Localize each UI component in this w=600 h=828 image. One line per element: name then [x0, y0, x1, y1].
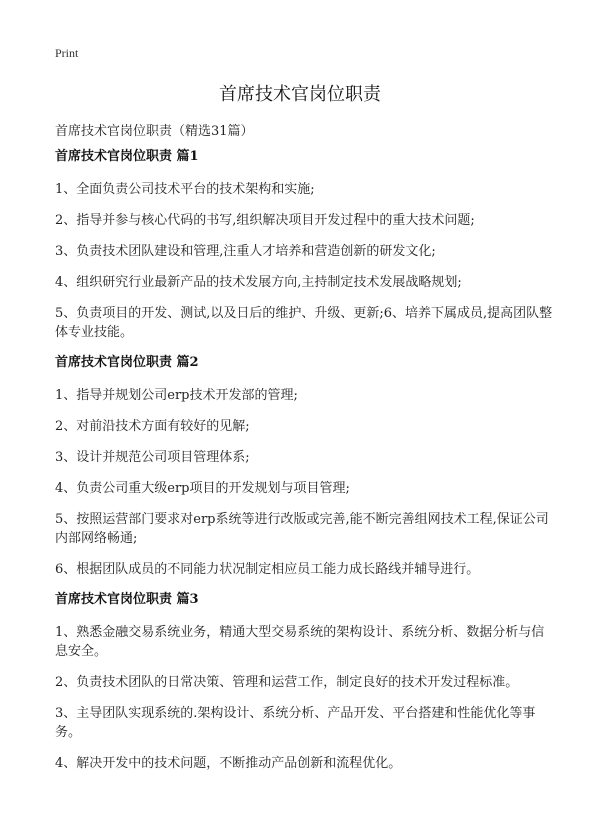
print-label: Print — [55, 46, 79, 60]
section-3 — [55, 591, 555, 773]
document-subtitle: 首席技术官岗位职责（精选31篇） — [55, 124, 254, 139]
list-item: 1、全面负责公司技术平台的技术架构和实施; — [55, 182, 315, 197]
list-item: 6、根据团队成员的不同能力状况制定相应员工能力成长路线并辅导进行。 — [55, 562, 480, 577]
list-item: 4、负责公司重大级erp项目的开发规划与项目管理; — [55, 481, 350, 496]
section-2 — [55, 354, 555, 579]
list-item: 3、设计并规范公司项目管理体系; — [55, 450, 250, 465]
list-item: 2、指导并参与核心代码的书写,组织解决项目开发过程中的重大技术问题; — [55, 213, 475, 228]
list-item: 2、负责技术团队的日常决策、管理和运营工作，制定良好的技术开发过程标准。 — [55, 675, 519, 690]
list-item: 3、负责技术团队建设和管理,注重人才培养和营造创新的研发文化; — [55, 244, 436, 259]
section-1 — [55, 148, 555, 342]
list-item: 1、熟悉金融交易系统业务，精通大型交易系统的架构设计、系统分析、数据分析与信息安全。 — [55, 625, 545, 659]
section-heading: 首席技术官岗位职责 篇1 — [55, 149, 199, 164]
list-item: 1、指导并规划公司erp技术开发部的管理; — [55, 388, 298, 403]
list-item: 3、主导团队实现系统的.架构设计、系统分析、产品开发、平台搭建和性能优化等事务。 — [55, 706, 536, 740]
section-heading: 首席技术官岗位职责 篇3 — [55, 592, 199, 607]
document-title: 首席技术官岗位职责 — [219, 84, 381, 105]
document-body — [55, 148, 555, 785]
list-item: 2、对前沿技术方面有较好的见解; — [55, 419, 250, 434]
list-item: 5、负责项目的开发、测试,以及日后的维护、升级、更新;6、培养下属成员,提高团队整体专业技能。 — [55, 306, 553, 340]
list-item: 4、解决开发中的技术问题，不断推动产品创新和流程优化。 — [55, 756, 402, 771]
section-heading: 首席技术官岗位职责 篇2 — [55, 355, 199, 370]
list-item: 4、组织研究行业最新产品的技术发展方向,主持制定技术发展战略规划; — [55, 275, 462, 290]
list-item: 5、按照运营部门要求对erp系统等进行改版或完善,能不断完善组网技术工程,保证公司内部网络畅通; — [55, 512, 549, 546]
